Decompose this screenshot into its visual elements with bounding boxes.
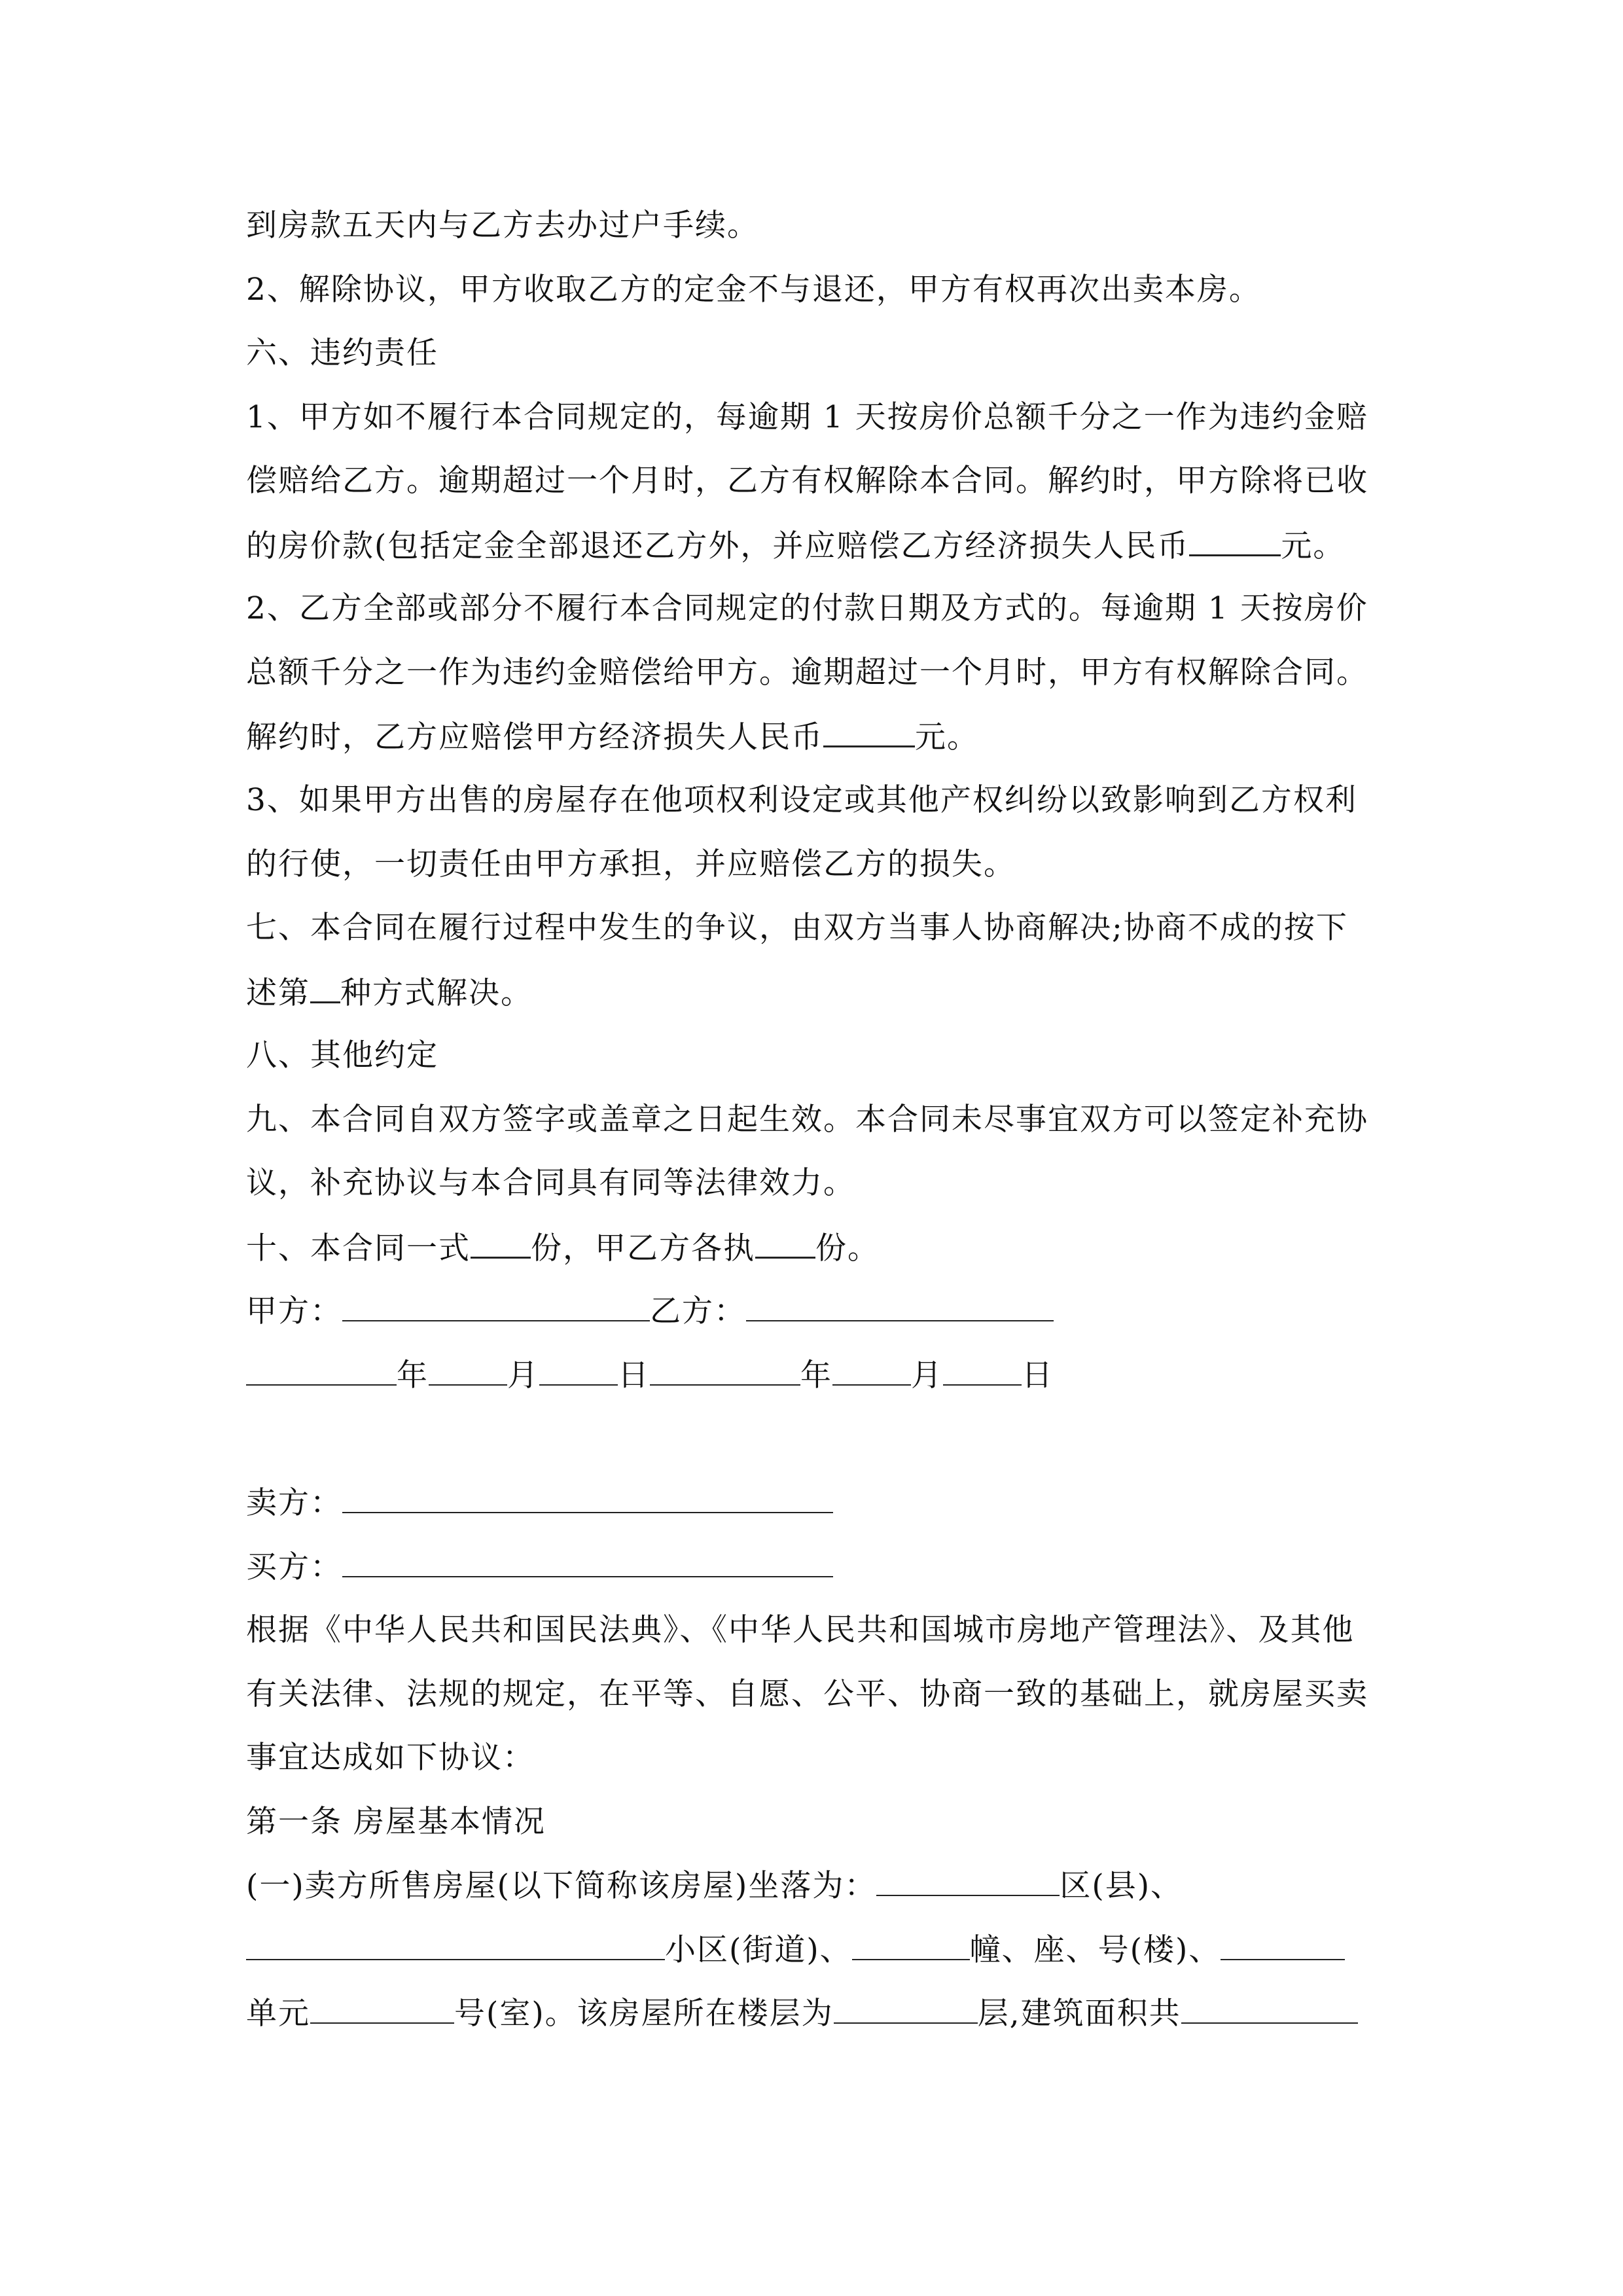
year-label: 年 (800, 1357, 832, 1393)
text-line (246, 270, 1261, 310)
party-a-field[interactable] (342, 1291, 650, 1321)
line-text: 份，甲乙方各执 (531, 1230, 755, 1266)
text-line (246, 845, 1016, 884)
text-line (246, 1866, 1183, 1906)
line-text: 1、甲方如不履行本合同规定的，每逾期 1 天按房价总额千分之一作为违约金赔 (246, 399, 1368, 435)
text-line (246, 973, 533, 1013)
text-line (246, 1164, 855, 1203)
line-text: (一)卖方所售房屋(以下简称该房屋)坐落为： (246, 1868, 877, 1904)
fill-blank[interactable] (1189, 526, 1281, 556)
line-text: 2、乙方全部或部分不履行本合同规定的付款日期及方式的。每逾期 1 天按房价 (246, 590, 1368, 626)
month-field[interactable] (832, 1355, 911, 1386)
seller-field[interactable] (342, 1483, 833, 1513)
text-line (246, 1100, 1368, 1139)
line-text: 七、本合同在履行过程中发生的争议，由双方当事人协商解决;协商不成的按下 (246, 910, 1348, 946)
line-text: 事宜达成如下协议： (246, 1740, 535, 1776)
text-line (246, 1611, 1355, 1650)
line-text: 元。 (1281, 528, 1346, 564)
date-line (246, 1355, 1054, 1395)
text-line (246, 206, 759, 245)
year-label: 年 (397, 1357, 429, 1393)
text-line (246, 653, 1368, 692)
fill-blank[interactable] (471, 1228, 531, 1259)
article-heading (246, 1803, 546, 1842)
line-text: 3、如果甲方出售的房屋存在他项权利设定或其他产权纠纷以致影响到乙方权利 (246, 782, 1357, 818)
text-line (246, 717, 979, 757)
month-label: 月 (911, 1357, 943, 1393)
party-b-label: 乙方： (650, 1293, 746, 1329)
line-text: 述第 (246, 975, 310, 1011)
line-text: 种方式解决。 (340, 975, 533, 1011)
line-text: 第一条 房屋基本情况 (246, 1804, 546, 1840)
line-text: 议，补充协议与本合同具有同等法律效力。 (246, 1165, 855, 1201)
room-field[interactable] (310, 1994, 454, 2024)
line-text: 八、其他约定 (246, 1037, 438, 1073)
fill-blank[interactable] (310, 973, 340, 1003)
party-signature-line (246, 1291, 1054, 1331)
line-text: 有关法律、法规的规定，在平等、自愿、公平、协商一致的基础上，就房屋买卖 (246, 1676, 1368, 1712)
text-line (246, 1675, 1368, 1714)
text-line (246, 1228, 880, 1268)
line-text: 根据《中华人民共和国民法典》、《中华人民共和国城市房地产管理法》、及其他 (246, 1612, 1355, 1648)
community-field[interactable] (246, 1930, 665, 1960)
line-text: 小区(街道)、 (665, 1932, 852, 1968)
text-line (246, 398, 1368, 437)
day-field[interactable] (943, 1355, 1022, 1386)
buyer-field[interactable] (342, 1547, 833, 1577)
area-field[interactable] (1181, 1994, 1358, 2024)
line-text: 到房款五天内与乙方去办过户手续。 (246, 207, 759, 243)
line-text: 偿赔给乙方。逾期超过一个月时，乙方有权解除本合同。解约时，甲方除将已收 (246, 463, 1368, 499)
seller-line (246, 1483, 833, 1523)
year-field[interactable] (650, 1355, 800, 1386)
text-line (246, 1994, 1358, 2034)
text-line (246, 908, 1348, 948)
text-line (246, 1738, 535, 1778)
buyer-line (246, 1547, 833, 1587)
fill-blank[interactable] (823, 717, 915, 747)
building-field[interactable] (852, 1930, 970, 1960)
line-text: 2、解除协议，甲方收取乙方的定金不与退还，甲方有权再次出卖本房。 (246, 272, 1261, 308)
line-text: 解约时，乙方应赔偿甲方经济损失人民币 (246, 719, 823, 755)
line-text: 区(县)、 (1060, 1868, 1183, 1904)
unit-field[interactable] (1221, 1930, 1345, 1960)
line-text: 单元 (246, 1996, 310, 2032)
seller-label: 卖方： (246, 1485, 342, 1521)
text-line (246, 781, 1357, 820)
section-heading (246, 334, 438, 373)
buyer-label: 买方： (246, 1549, 342, 1585)
line-text: 的房价款(包括定金全部退还乙方外，并应赔偿乙方经济损失人民币 (246, 528, 1190, 564)
day-label: 日 (618, 1357, 650, 1393)
line-text: 六、违约责任 (246, 335, 438, 371)
line-text: 份。 (815, 1230, 880, 1266)
month-field[interactable] (429, 1355, 507, 1386)
text-line (246, 1930, 1345, 1970)
day-field[interactable] (539, 1355, 618, 1386)
line-text: 幢、座、号(楼)、 (969, 1932, 1221, 1968)
text-line (246, 461, 1368, 501)
line-text: 十、本合同一式 (246, 1230, 471, 1266)
fill-blank[interactable] (755, 1228, 815, 1259)
line-text: 九、本合同自双方签字或盖章之日起生效。本合同未尽事宜双方可以签定补充协 (246, 1102, 1368, 1138)
year-field[interactable] (246, 1355, 397, 1386)
text-line (246, 589, 1368, 628)
text-line (246, 526, 1345, 566)
district-field[interactable] (876, 1866, 1060, 1896)
section-heading (246, 1036, 438, 1075)
line-text: 总额千分之一作为违约金赔偿给甲方。逾期超过一个月时，甲方有权解除合同。 (246, 655, 1368, 691)
line-text: 元。 (915, 719, 979, 755)
floor-field[interactable] (834, 1994, 978, 2024)
month-label: 月 (507, 1357, 539, 1393)
line-text: 层,建筑面积共 (977, 1996, 1181, 2032)
party-b-field[interactable] (746, 1291, 1054, 1321)
line-text: 的行使，一切责任由甲方承担，并应赔偿乙方的损失。 (246, 846, 1016, 882)
day-label: 日 (1022, 1357, 1054, 1393)
line-text: 号(室)。该房屋所在楼层为 (454, 1996, 834, 2032)
party-a-label: 甲方： (246, 1293, 342, 1329)
